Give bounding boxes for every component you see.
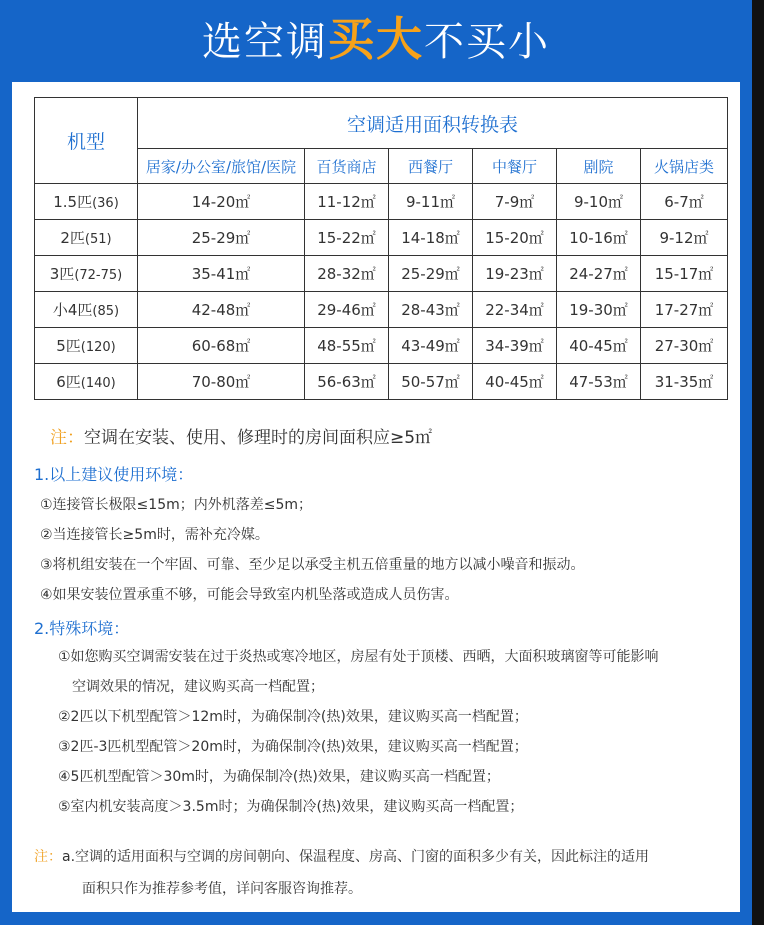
- table-cell: 9-12㎡: [641, 220, 728, 256]
- table-cell: 60-68㎡: [138, 328, 305, 364]
- model-cell: 1.5匹(36): [35, 184, 138, 220]
- table-cell: 40-45㎡: [473, 364, 557, 400]
- table-cell: 27-30㎡: [641, 328, 728, 364]
- section2-item: ②2匹以下机型配管＞12m时，为确保制冷(热)效果，建议购买高一档配置；: [58, 709, 528, 725]
- table-cell: 50-57㎡: [389, 364, 473, 400]
- table-cell: 7-9㎡: [473, 184, 557, 220]
- table-cell: 14-18㎡: [389, 220, 473, 256]
- note-label: 注：: [50, 428, 84, 448]
- section1-item: ③将机组安装在一个牢固、可靠、至少足以承受主机五倍重量的地方以减小噪音和振动。: [40, 557, 585, 573]
- table-cell: 15-17㎡: [641, 256, 728, 292]
- column-header: 西餐厅: [389, 149, 473, 184]
- table-cell: 17-27㎡: [641, 292, 728, 328]
- footnote-line1: a.空调的适用面积与空调的房间朝向、保温程度、房高、门窗的面积多少有关，因此标注的适用: [62, 849, 650, 865]
- column-header: 火锅店类: [641, 149, 728, 184]
- table-cell: 6-7㎡: [641, 184, 728, 220]
- table-cell: 11-12㎡: [305, 184, 389, 220]
- column-header: 剧院: [557, 149, 641, 184]
- table-row: [35, 184, 728, 220]
- area-note: [50, 423, 432, 448]
- footnote-line2: 面积只作为推荐参考值，详问客服咨询推荐。: [82, 881, 362, 897]
- table-cell: 31-35㎡: [641, 364, 728, 400]
- model-cell: 小4匹(85): [35, 292, 138, 328]
- table-cell: 22-34㎡: [473, 292, 557, 328]
- section2-item: ③2匹-3匹机型配管＞20m时，为确保制冷(热)效果，建议购买高一档配置；: [58, 739, 528, 755]
- column-header: 居家/办公室/旅馆/医院: [138, 149, 305, 184]
- model-header: 机型: [35, 98, 138, 184]
- section2-item: ⑤室内机安装高度＞3.5m时；为确保制冷(热)效果，建议购买高一档配置；: [58, 799, 524, 815]
- model-cell: 5匹(120): [35, 328, 138, 364]
- title-prefix: 选空调: [202, 19, 328, 65]
- content-panel: [12, 82, 740, 912]
- table-row: [35, 220, 728, 256]
- table-cell: 47-53㎡: [557, 364, 641, 400]
- table-cell: 14-20㎡: [138, 184, 305, 220]
- table-row: [35, 328, 728, 364]
- table-cell: 56-63㎡: [305, 364, 389, 400]
- column-header: 百货商店: [305, 149, 389, 184]
- model-cell: 6匹(140): [35, 364, 138, 400]
- section1-item: ①连接管长极限≤15m；内外机落差≤5m；: [40, 497, 313, 513]
- section1-item: ④如果安装位置承重不够，可能会导致室内机坠落或造成人员伤害。: [40, 587, 459, 603]
- table-cell: 15-20㎡: [473, 220, 557, 256]
- note-text: 空调在安装、使用、修理时的房间面积应≥5㎡: [84, 428, 433, 448]
- table-cell: 34-39㎡: [473, 328, 557, 364]
- table-cell: 40-45㎡: [557, 328, 641, 364]
- section2-item: ①如您购买空调需安装在过于炎热或寒冷地区，房屋有处于顶楼、西晒，大面积玻璃窗等可能影响: [58, 649, 659, 665]
- model-cell: 2匹(51): [35, 220, 138, 256]
- dark-edge-strip: [752, 0, 764, 925]
- section1-item: ②当连接管长≥5m时，需补充冷媒。: [40, 527, 269, 543]
- table-cell: 24-27㎡: [557, 256, 641, 292]
- table-cell: 9-10㎡: [557, 184, 641, 220]
- table-cell: 43-49㎡: [389, 328, 473, 364]
- model-cell: 3匹(72-75): [35, 256, 138, 292]
- table-cell: 25-29㎡: [138, 220, 305, 256]
- footnote-label: 注：: [34, 849, 62, 865]
- table-cell: 28-43㎡: [389, 292, 473, 328]
- table-cell: 29-46㎡: [305, 292, 389, 328]
- section1-heading: 1.以上建议使用环境：: [34, 465, 194, 484]
- title-highlight: 买大: [328, 12, 424, 66]
- table-cell: 9-11㎡: [389, 184, 473, 220]
- table-cell: 42-48㎡: [138, 292, 305, 328]
- table-cell: 19-23㎡: [473, 256, 557, 292]
- table-main-header: 空调适用面积转换表: [138, 98, 728, 149]
- page-title: [0, 0, 752, 78]
- footnote: [34, 846, 649, 866]
- table-row: [35, 292, 728, 328]
- table-row: [35, 364, 728, 400]
- table-cell: 25-29㎡: [389, 256, 473, 292]
- section2-heading: 2.特殊环境：: [34, 619, 130, 638]
- table-cell: 10-16㎡: [557, 220, 641, 256]
- table-cell: 15-22㎡: [305, 220, 389, 256]
- area-conversion-table: [34, 97, 728, 400]
- table-cell: 35-41㎡: [138, 256, 305, 292]
- table-cell: 70-80㎡: [138, 364, 305, 400]
- title-suffix: 不买小: [424, 19, 550, 65]
- section2-item-continued: 空调效果的情况，建议购买高一档配置；: [72, 679, 324, 695]
- section2-item: ④5匹机型配管＞30m时，为确保制冷(热)效果，建议购买高一档配置；: [58, 769, 500, 785]
- table-row: [35, 256, 728, 292]
- column-header: 中餐厅: [473, 149, 557, 184]
- table-cell: 19-30㎡: [557, 292, 641, 328]
- table-cell: 48-55㎡: [305, 328, 389, 364]
- table-cell: 28-32㎡: [305, 256, 389, 292]
